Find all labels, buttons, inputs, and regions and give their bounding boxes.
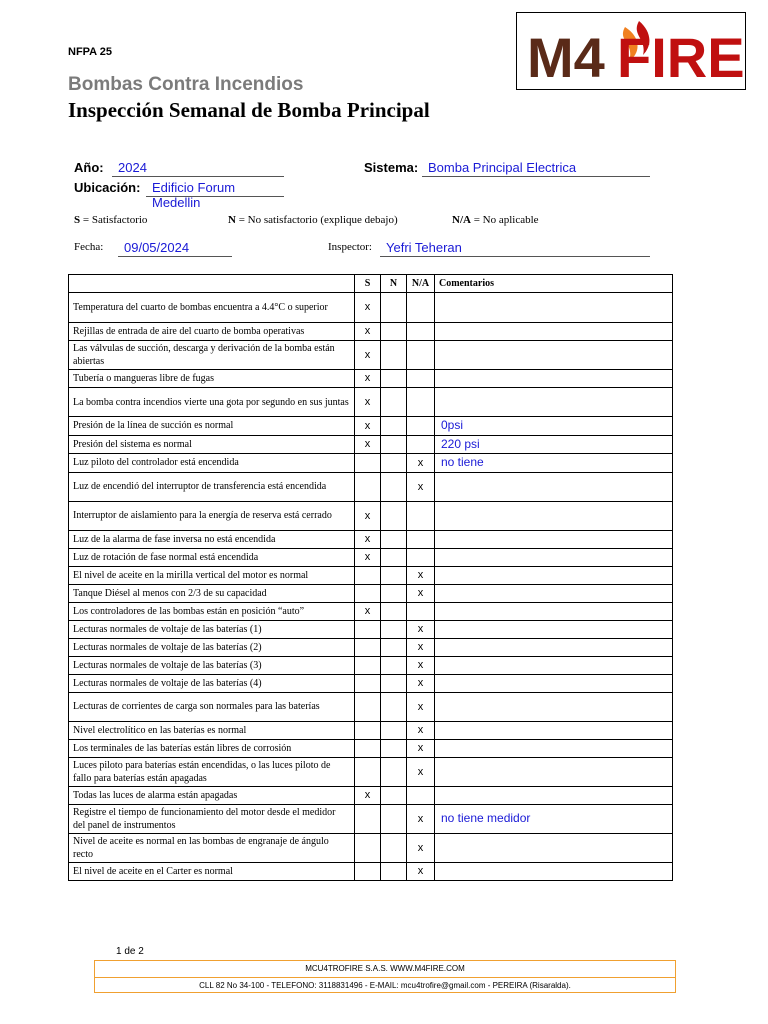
table-row [69,293,673,323]
comment-cell[interactable] [435,638,673,656]
check-n[interactable] [381,370,407,388]
check-na[interactable] [407,435,435,454]
table-row [69,323,673,341]
inspection-item: Presión del sistema es normal [69,435,355,454]
check-na[interactable] [407,293,435,323]
check-na[interactable] [407,786,435,804]
check-na[interactable]: x [407,804,435,833]
inspection-item: Luz de encendió del interruptor de transferencia está encendida [69,472,355,501]
inspection-table [68,274,673,881]
location-field[interactable]: Edificio Forum Medellin [146,180,284,197]
check-na[interactable] [407,370,435,388]
inspection-item: Los controladores de las bombas están en posición “auto” [69,602,355,620]
check-na[interactable] [407,323,435,341]
check-s[interactable] [355,692,381,721]
check-s[interactable]: x [355,530,381,548]
check-na[interactable]: x [407,620,435,638]
check-na[interactable]: x [407,739,435,757]
check-na[interactable]: x [407,472,435,501]
check-s[interactable]: x [355,388,381,417]
document-subtitle: Bombas Contra Incendios [68,74,304,95]
table-body [69,293,673,881]
comment-cell[interactable] [435,548,673,566]
check-s[interactable] [355,656,381,674]
inspector-field[interactable]: Yefri Teheran [380,240,650,257]
comment-cell[interactable] [435,757,673,786]
check-na[interactable] [407,602,435,620]
check-n[interactable] [381,674,407,692]
check-na[interactable] [407,388,435,417]
comment-cell[interactable]: no tiene [435,454,673,473]
check-n[interactable] [381,341,407,370]
table-row [69,602,673,620]
page-number: 1 de 2 [116,946,144,957]
check-n[interactable] [381,602,407,620]
check-s[interactable]: x [355,548,381,566]
inspection-item: Nivel de aceite es normal en las bombas de engranaje de ángulo recto [69,833,355,862]
table-row [69,435,673,454]
table-row [69,417,673,436]
check-s[interactable] [355,804,381,833]
inspection-item: Interruptor de aislamiento para la energía de reserva está cerrado [69,501,355,530]
footer-company: MCU4TROFIRE S.A.S. WWW.M4FIRE.COM [305,964,465,973]
table-row [69,804,673,833]
inspection-item: La bomba contra incendios vierte una gota por segundo en sus juntas [69,388,355,417]
comment-cell[interactable] [435,472,673,501]
comment-cell[interactable] [435,786,673,804]
comment-cell[interactable] [435,293,673,323]
inspection-item: Lecturas normales de voltaje de las baterías (1) [69,620,355,638]
comment-cell[interactable]: 220 psi [435,435,673,454]
legend-not-applicable: N/A = No aplicable [452,214,539,226]
comment-cell[interactable] [435,721,673,739]
table-row [69,674,673,692]
check-na[interactable]: x [407,656,435,674]
year-label: Año: [74,160,104,175]
check-na[interactable] [407,548,435,566]
check-n[interactable] [381,388,407,417]
check-s[interactable] [355,454,381,473]
comment-cell[interactable] [435,692,673,721]
check-s[interactable] [355,739,381,757]
check-n[interactable] [381,548,407,566]
inspection-item: El nivel de aceite en el Carter es normal [69,862,355,880]
header-n: N [381,275,407,293]
check-s[interactable]: x [355,435,381,454]
company-logo [516,12,746,90]
check-na[interactable] [407,417,435,436]
check-n[interactable] [381,757,407,786]
check-na[interactable]: x [407,757,435,786]
check-n[interactable] [381,833,407,862]
inspection-item: Registre el tiempo de funcionamiento del motor desde el medidor del panel de instrumentos [69,804,355,833]
check-n[interactable] [381,584,407,602]
table-row [69,833,673,862]
inspection-item: Nivel electrolítico en las baterías es normal [69,721,355,739]
check-n[interactable] [381,692,407,721]
check-s[interactable]: x [355,786,381,804]
document-title: Inspección Semanal de Bomba Principal [68,98,430,122]
check-n[interactable] [381,323,407,341]
check-s[interactable]: x [355,341,381,370]
inspection-item: Los terminales de las baterías están libres de corrosión [69,739,355,757]
table-row [69,757,673,786]
inspector-label: Inspector: [328,241,372,253]
inspection-item: Todas las luces de alarma están apagadas [69,786,355,804]
table-row [69,721,673,739]
comment-cell[interactable] [435,656,673,674]
table-row [69,638,673,656]
footer-box [94,960,676,993]
table-row [69,472,673,501]
inspection-item: Lecturas normales de voltaje de las baterías (4) [69,674,355,692]
svg-text:FIRE: FIRE [617,26,745,89]
check-na[interactable] [407,341,435,370]
table-row [69,584,673,602]
check-n[interactable] [381,638,407,656]
check-na[interactable]: x [407,862,435,880]
inspection-item: Presión de la línea de succión es normal [69,417,355,436]
header-item [69,275,355,293]
comment-cell[interactable]: 0psi [435,417,673,436]
check-n[interactable] [381,472,407,501]
inspection-item: Lecturas normales de voltaje de las baterías (3) [69,656,355,674]
check-na[interactable]: x [407,692,435,721]
check-s[interactable] [355,757,381,786]
legend-satisfactory: S = Satisfactorio [74,214,148,226]
check-na[interactable]: x [407,674,435,692]
check-s[interactable] [355,584,381,602]
date-field[interactable]: 09/05/2024 [118,240,232,257]
check-na[interactable]: x [407,566,435,584]
year-field[interactable]: 2024 [112,160,284,177]
check-s[interactable] [355,833,381,862]
check-n[interactable] [381,530,407,548]
check-s[interactable]: x [355,602,381,620]
table-row [69,454,673,473]
table-row [69,692,673,721]
inspection-item: Tubería o mangueras libre de fugas [69,370,355,388]
check-n[interactable] [381,620,407,638]
table-row [69,530,673,548]
svg-text:M4: M4 [527,26,605,89]
inspection-item: Las válvulas de succión, descarga y derivación de la bomba están abiertas [69,341,355,370]
comment-cell[interactable] [435,674,673,692]
comment-cell[interactable] [435,566,673,584]
check-s[interactable]: x [355,417,381,436]
check-n[interactable] [381,566,407,584]
check-na[interactable]: x [407,638,435,656]
location-label: Ubicación: [74,180,141,195]
check-s[interactable] [355,862,381,880]
check-s[interactable]: x [355,370,381,388]
check-na[interactable] [407,501,435,530]
table-row [69,501,673,530]
system-label: Sistema: [364,160,419,175]
inspection-item: Lecturas de corrientes de carga son normales para las baterías [69,692,355,721]
check-n[interactable] [381,293,407,323]
logo-graphic [517,13,745,89]
comment-cell[interactable]: no tiene medidor [435,804,673,833]
check-s[interactable]: x [355,501,381,530]
check-s[interactable] [355,620,381,638]
table-row [69,862,673,880]
comment-cell[interactable] [435,323,673,341]
inspection-item: El nivel de aceite en la mirilla vertical del motor es normal [69,566,355,584]
table-row [69,548,673,566]
standard-label: NFPA 25 [68,46,113,58]
inspection-item: Lecturas normales de voltaje de las baterías (2) [69,638,355,656]
inspection-item: Rejillas de entrada de aire del cuarto de bomba operativas [69,323,355,341]
check-na[interactable]: x [407,454,435,473]
check-na[interactable]: x [407,833,435,862]
table-row [69,739,673,757]
check-s[interactable] [355,566,381,584]
check-n[interactable] [381,739,407,757]
inspection-item: Luz piloto del controlador está encendida [69,454,355,473]
comment-cell[interactable] [435,584,673,602]
table-row [69,786,673,804]
check-n[interactable] [381,786,407,804]
check-n[interactable] [381,862,407,880]
inspection-item: Luces piloto para baterías están encendidas, o las luces piloto de fallo para baterías están apagadas [69,757,355,786]
check-na[interactable] [407,530,435,548]
comment-cell[interactable] [435,833,673,862]
table-row [69,656,673,674]
check-na[interactable]: x [407,721,435,739]
check-n[interactable] [381,721,407,739]
check-n[interactable] [381,656,407,674]
table-row [69,388,673,417]
comment-cell[interactable] [435,530,673,548]
check-s[interactable] [355,638,381,656]
inspection-item: Luz de la alarma de fase inversa no está encendida [69,530,355,548]
comment-cell[interactable] [435,341,673,370]
legend-not-satisfactory: N = No satisfactorio (explique debajo) [228,214,398,226]
comment-cell[interactable] [435,602,673,620]
check-na[interactable]: x [407,584,435,602]
comment-cell[interactable] [435,370,673,388]
comment-cell[interactable] [435,620,673,638]
check-s[interactable] [355,472,381,501]
comment-cell[interactable] [435,862,673,880]
check-n[interactable] [381,804,407,833]
check-s[interactable]: x [355,323,381,341]
check-s[interactable]: x [355,293,381,323]
inspection-item: Tanque Diésel al menos con 2/3 de su capacidad [69,584,355,602]
comment-cell[interactable] [435,739,673,757]
header-comments: Comentarios [435,275,673,293]
system-field[interactable]: Bomba Principal Electrica [422,160,650,177]
footer-contact: CLL 82 No 34-100 - TELEFONO: 3118831496 - E-MAIL: mcu4trofire@gmail.com - PEREIRA (Risaralda). [95,977,675,994]
header-s: S [355,275,381,293]
table-row [69,620,673,638]
check-s[interactable] [355,721,381,739]
comment-cell[interactable] [435,388,673,417]
comment-cell[interactable] [435,501,673,530]
header-na: N/A [407,275,435,293]
table-row [69,341,673,370]
check-n[interactable] [381,454,407,473]
check-n[interactable] [381,501,407,530]
check-s[interactable] [355,674,381,692]
table-row [69,370,673,388]
date-label: Fecha: [74,241,104,253]
check-n[interactable] [381,435,407,454]
table-header-row [69,275,673,293]
check-n[interactable] [381,417,407,436]
inspection-item: Luz de rotación de fase normal está encendida [69,548,355,566]
table-row [69,566,673,584]
inspection-item: Temperatura del cuarto de bombas encuentra a 4.4°C o superior [69,293,355,323]
